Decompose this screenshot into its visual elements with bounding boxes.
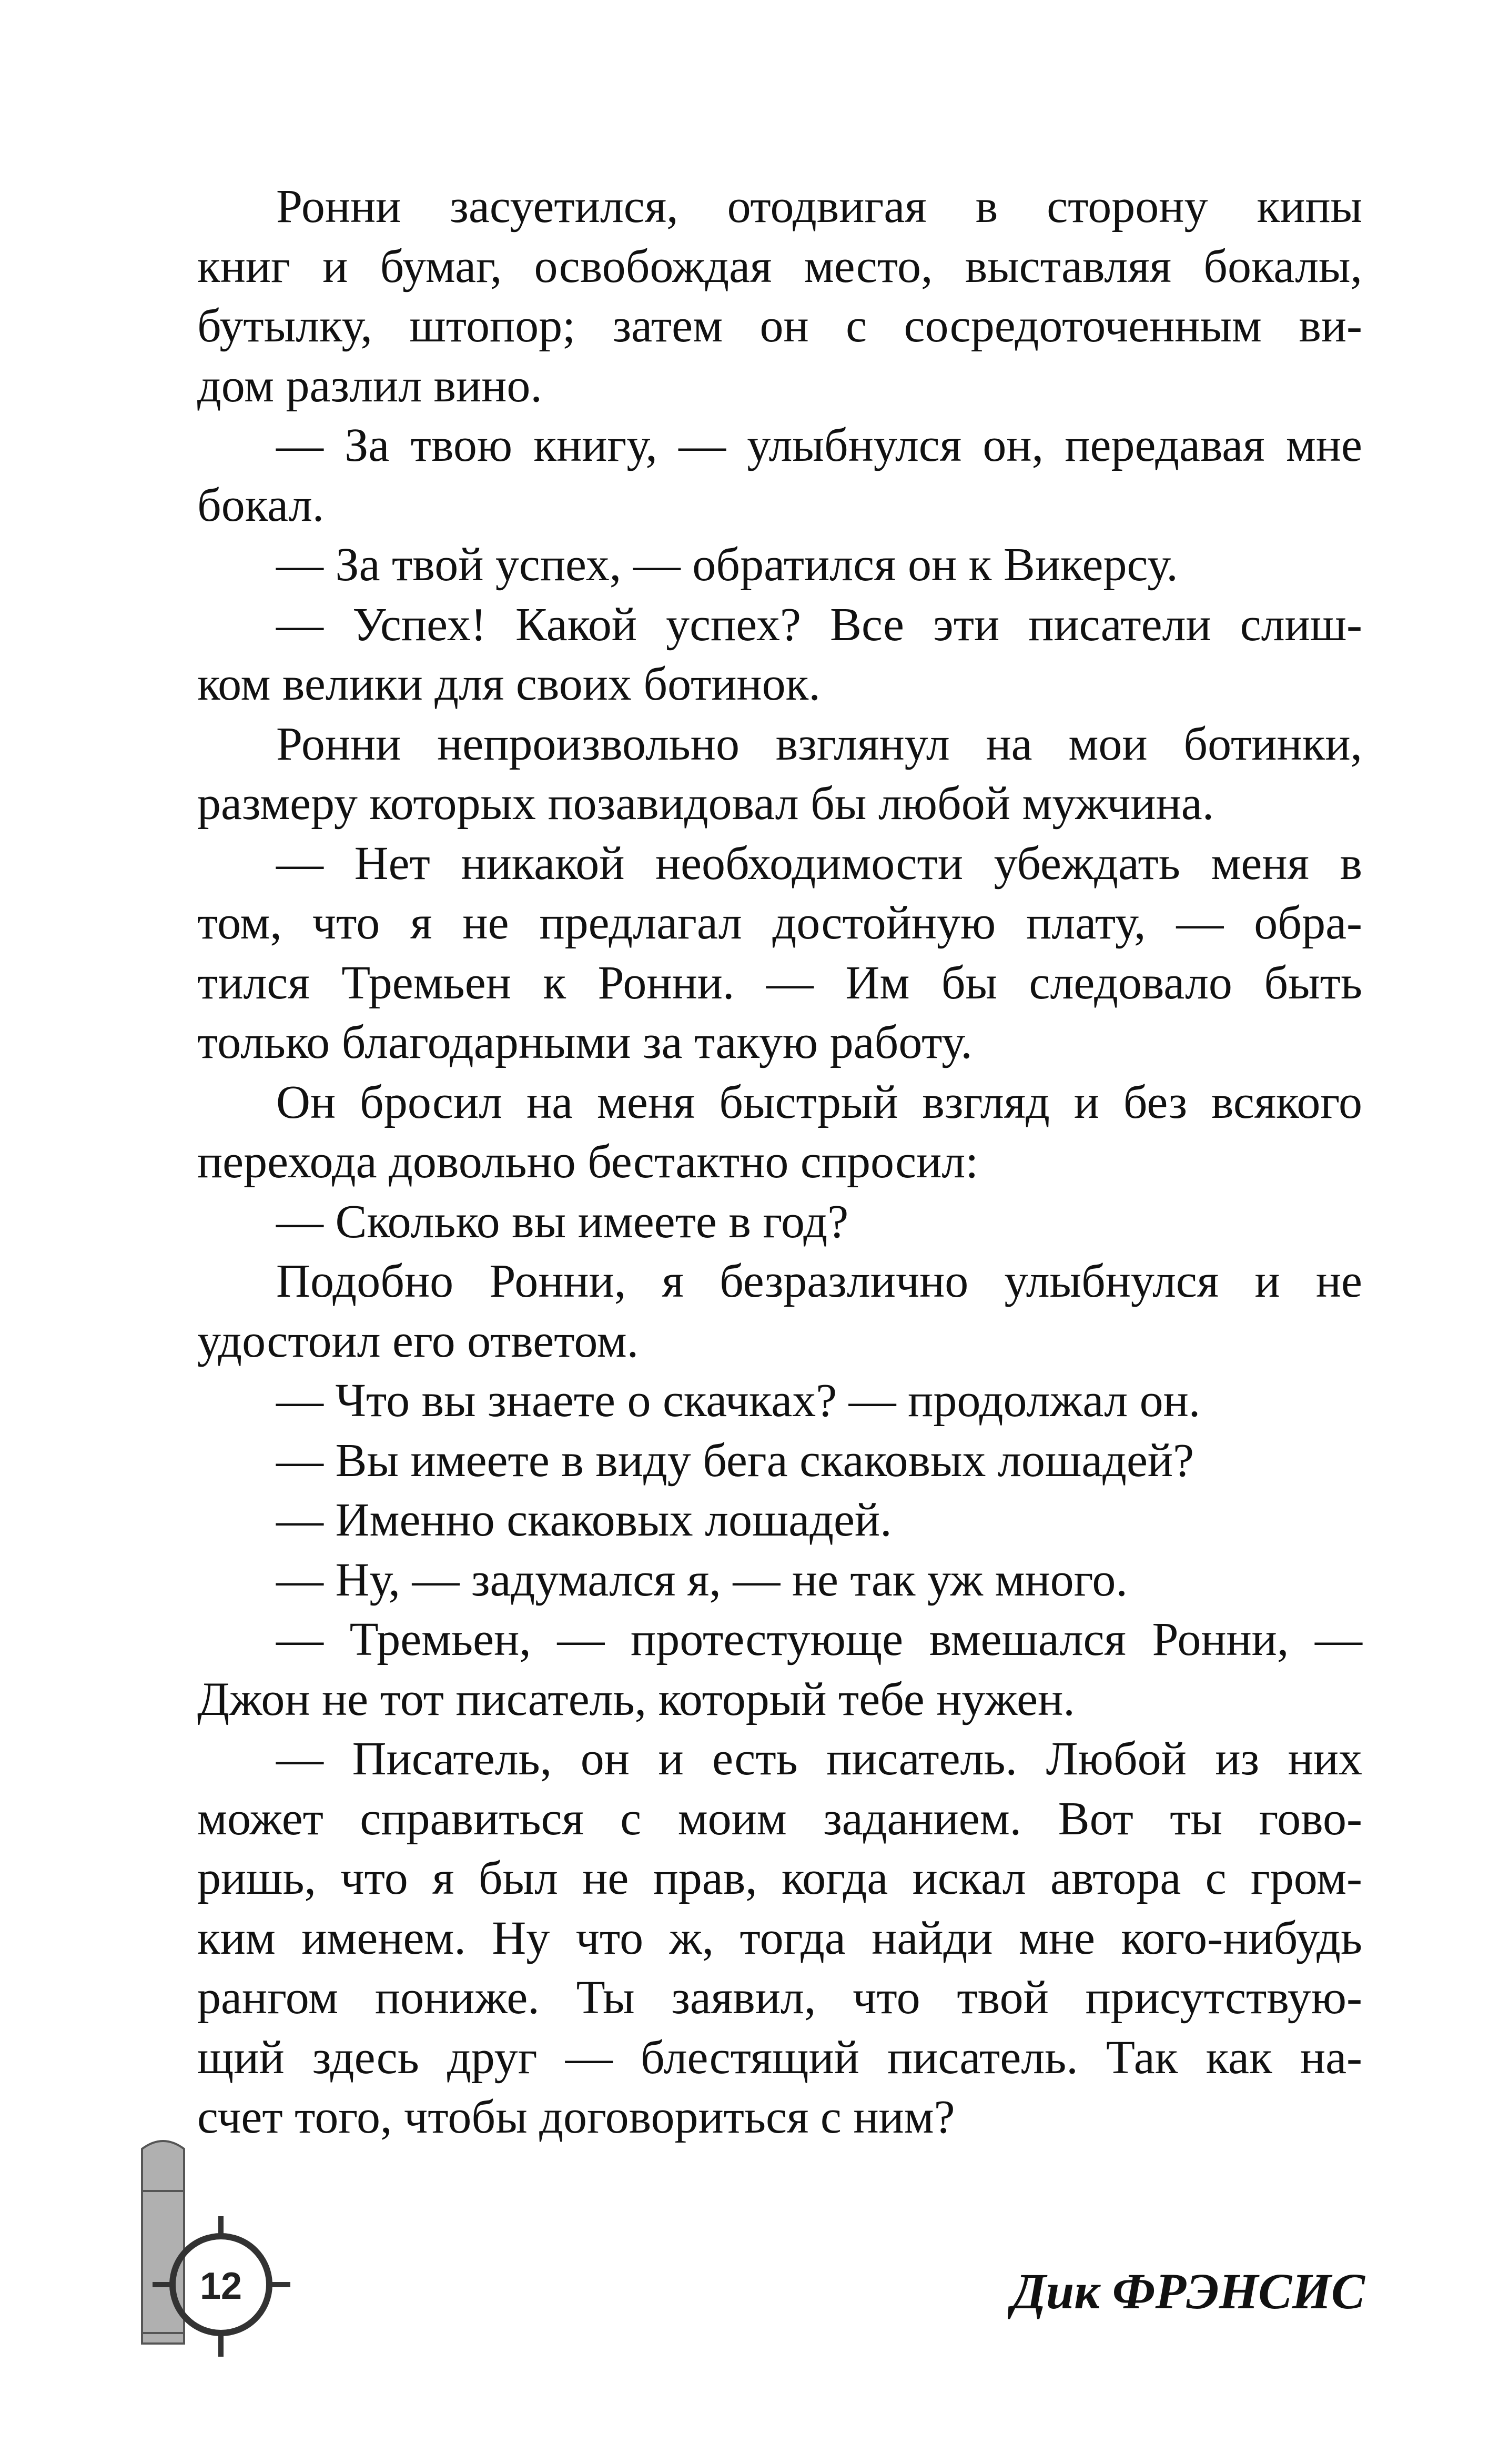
text-line: — Нет никакой необходимости убеждать меня в — [276, 837, 1362, 890]
body-text — [197, 177, 1362, 2147]
running-footer-author: Дик ФРЭНСИС — [1011, 2263, 1365, 2319]
text-line: — Успех! Какой успех? Все эти писатели слиш- — [276, 598, 1362, 651]
text-line: книг и бумаг, освобождая место, выставляя бокалы, — [197, 240, 1362, 292]
text-line: — Что вы знаете о скачках? — продолжал он. — [276, 1375, 1201, 1427]
text-line: бутылку, штопор; затем он с сосредоточенным ви- — [197, 300, 1362, 352]
text-line: Ронни засуетился, отодвигая в сторону кипы — [276, 180, 1362, 233]
text-line: Джон не тот писатель, который тебе нужен. — [197, 1673, 1075, 1725]
text-line: Подобно Ронни, я безразлично улыбнулся и не — [276, 1255, 1362, 1307]
text-line: — Сколько вы имеете в год? — [276, 1195, 849, 1248]
text-line: тился Тремьен к Ронни. — Им бы следовало быть — [197, 956, 1362, 1009]
text-line: Он бросил на меня быстрый взгляд и без всякого — [276, 1076, 1362, 1128]
text-line: размеру которых позавидовал бы любой мужчина. — [197, 777, 1214, 830]
text-line: — Тремьен, — протестующе вмешался Ронни, — — [276, 1613, 1362, 1665]
text-line: — За твою книгу, — улыбнулся он, передавая мне — [276, 419, 1362, 471]
text-line: бокал. — [197, 479, 325, 531]
text-line: том, что я не предлагал достойную плату, — обра- — [197, 897, 1362, 949]
text-line: ким именем. Ну что ж, тогда найди мне кого-нибудь — [197, 1912, 1362, 1964]
text-line: только благодарными за такую работу. — [197, 1016, 973, 1068]
text-line: — Ну, — задумался я, — не так уж много. — [276, 1553, 1128, 1606]
text-line: ком велики для своих ботинок. — [197, 658, 821, 710]
text-line: — Вы имеете в виду бега скаковых лошадей? — [276, 1434, 1194, 1487]
text-line: — За твой успех, — обратился он к Викерсу. — [276, 539, 1178, 591]
text-line: — Именно скаковых лошадей. — [276, 1494, 892, 1546]
text-line: ришь, что я был не прав, когда искал автора с гром- — [197, 1852, 1362, 1904]
text-line: Ронни непроизвольно взглянул на мои ботинки, — [276, 718, 1362, 770]
text-line: щий здесь друг — блестящий писатель. Так как на- — [197, 2031, 1362, 2084]
text-line: дом разлил вино. — [197, 359, 542, 412]
crosshair-bullet-icon — [121, 2138, 295, 2359]
text-line: может справиться с моим заданием. Вот ты гово- — [197, 1792, 1362, 1845]
text-line: удостоил его ответом. — [197, 1315, 639, 1367]
text-line: рангом пониже. Ты заявил, что твой присутствую- — [197, 1972, 1362, 2024]
page-number: 12 — [199, 2265, 242, 2307]
text-line: — Писатель, он и есть писатель. Любой из них — [276, 1733, 1362, 1785]
text-line: счет того, чтобы договориться с ним? — [197, 2091, 955, 2143]
text-line: перехода довольно бестактно спросил: — [197, 1136, 979, 1188]
